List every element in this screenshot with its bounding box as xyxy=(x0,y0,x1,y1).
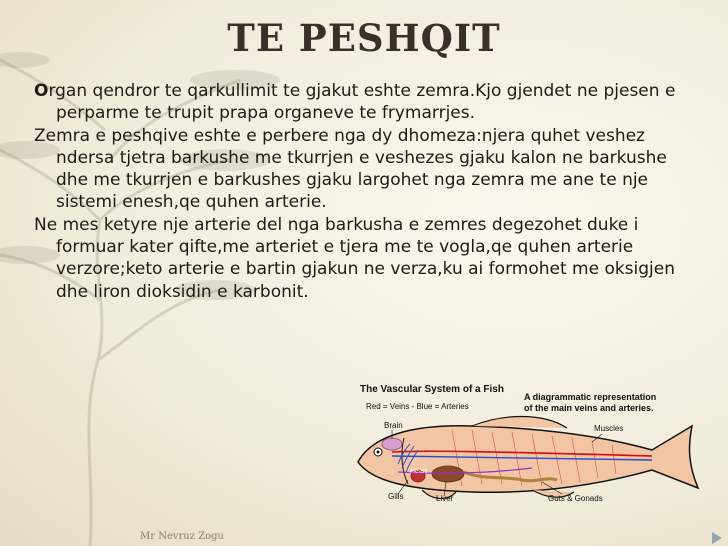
paragraph-2 xyxy=(34,125,694,214)
slide-body xyxy=(34,80,694,303)
next-slide-arrow-icon[interactable] xyxy=(712,532,722,544)
figure-title: The Vascular System of a Fish xyxy=(360,384,504,395)
label-gills: Gills xyxy=(388,492,404,501)
brain-shape xyxy=(382,438,402,450)
label-heart: Heart xyxy=(410,468,428,475)
figure-caption-1: A diagrammatic representation xyxy=(524,392,657,402)
figure-legend: Red = Veins - Blue = Arteries xyxy=(366,402,469,411)
fish-body-shape xyxy=(358,426,698,492)
paragraph-1-text: rgan qendror te qarkullimit te gjakut eshte zemra.Kjo gjendet ne pjesen e perparme te trupit prapa organeve te frymarrjes. xyxy=(48,81,676,124)
paragraph-1 xyxy=(34,80,694,125)
fish-diagram xyxy=(352,384,714,506)
label-guts: Guts & Gonads xyxy=(548,494,603,503)
paragraph-2-text: Zemra e peshqive eshte e perbere nga dy dhomeza:njera quhet veshez ndersa tjetra barkushe me tkurrjen e veshezes gjaku kalon ne barkushe dhe me tkurrjen e barkushes gjaku largohet nga zemra me ane te nje sistemi enesh,qe quhen arterie. xyxy=(34,125,667,213)
paragraph-3-text: Ne mes ketyre nje arterie del nga barkusha e zemres degezohet duke i formuar kater qifte,me arteriet e tjera me te vogla,qe quhen arterie verzore;keto arterie e bartin gjakun ne verza,ku ai formohet me oksigjen dhe liron dioksidin e karbonit. xyxy=(34,214,676,302)
liver-shape xyxy=(432,466,464,482)
figure-caption-2: of the main veins and arteries. xyxy=(524,403,654,413)
footer-author: Mr Nevruz Zogu xyxy=(140,531,224,542)
label-liver: Liver xyxy=(436,494,454,503)
paragraph-1-initial: O xyxy=(34,81,49,101)
label-muscles: Muscles xyxy=(594,424,624,433)
label-brain: Brain xyxy=(384,421,403,430)
slide-title: TE PESHQIT xyxy=(227,16,501,60)
paragraph-3 xyxy=(34,214,694,303)
fish-vascular-figure xyxy=(352,384,714,506)
